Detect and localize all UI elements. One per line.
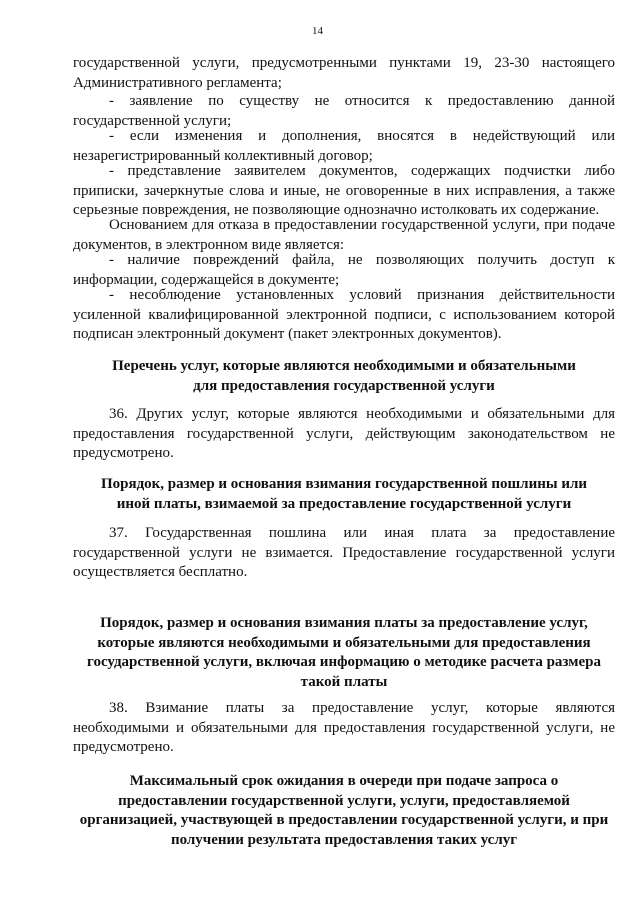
paragraph-refusal-reason-corrections: - представление заявителем документов, содержащих подчистки либо приписки, зачеркнутые слова и иные, не оговоренные в них исправления, а также серьезные повреждения, не позволяющие однозначно истолковать их содержание. (73, 163, 615, 218)
heading-line: организацией, участвующей в предоставлении государственной услуги, и при (79, 812, 609, 828)
heading-line: такой платы (300, 673, 388, 690)
paragraph-item-38: 38. Взимание платы за предоставление услуг, которые являются необходимыми и обязательными для предоставления государственной услуги, не предусмотрено. (73, 700, 615, 755)
heading-line: которые являются необходимыми и обязательными для предоставления (97, 634, 591, 651)
section-heading-state-duty (73, 475, 615, 514)
paragraph-electronic-refusal-intro: Основанием для отказа в предоставлении государственной услуги, при подаче документов, в электронном виде является: (73, 217, 615, 253)
paragraph-item-37: 37. Государственная пошлина или иная плата за предоставление государственной услуги не взимается. Предоставление государственной услуги осуществляется бесплатно. (73, 525, 615, 580)
page-number: 14 (312, 25, 323, 37)
paragraph-continuation: государственной услуги, предусмотренными пунктами 19, 23-30 настоящего Административного регламента; (73, 55, 615, 91)
paragraph-electronic-signature-invalid: - несоблюдение установленных условий признания действительности усиленной квалифицированной электронной подписи, с использованием которой подписан электронный документ (пакет электронных документов). (73, 287, 615, 342)
heading-line: Перечень услуг, которые являются необходимыми и обязательными (112, 358, 576, 374)
paragraph-refusal-reason-irrelevant: - заявление по существу не относится к предоставлению данной государственной услуги; (73, 93, 615, 129)
heading-line: Максимальный срок ожидания в очереди при подаче запроса о (129, 773, 559, 789)
section-heading-required-services (73, 357, 615, 396)
paragraph-electronic-file-damage: - наличие повреждений файла, не позволяющих получить доступ к информации, содержащейся в документе; (73, 252, 615, 288)
heading-line: иной платы, взимаемой за предоставление государственной услуги (116, 495, 572, 512)
heading-line: государственной услуги, включая информацию о методике расчета размера (87, 654, 601, 670)
section-heading-fee-for-services (73, 614, 615, 692)
paragraph-refusal-reason-invalid-contract: - если изменения и дополнения, вносятся в недействующий или незарегистрированный коллективный договор; (73, 128, 615, 164)
paragraph-item-36: 36. Других услуг, которые являются необходимыми и обязательными для предоставления государственной услуги, действующим законодательством не предусмотрено. (73, 406, 615, 461)
heading-line: Порядок, размер и основания взимания платы за предоставление услуг, (100, 615, 588, 631)
heading-line: для предоставления государственной услуги (193, 377, 495, 394)
section-heading-queue-wait-time (73, 772, 615, 850)
heading-line: Порядок, размер и основания взимания государственной пошлины или (100, 476, 588, 492)
heading-line: предоставлении государственной услуги, услуги, предоставляемой (118, 792, 570, 809)
heading-line: получении результата предоставления таких услуг (170, 831, 518, 848)
